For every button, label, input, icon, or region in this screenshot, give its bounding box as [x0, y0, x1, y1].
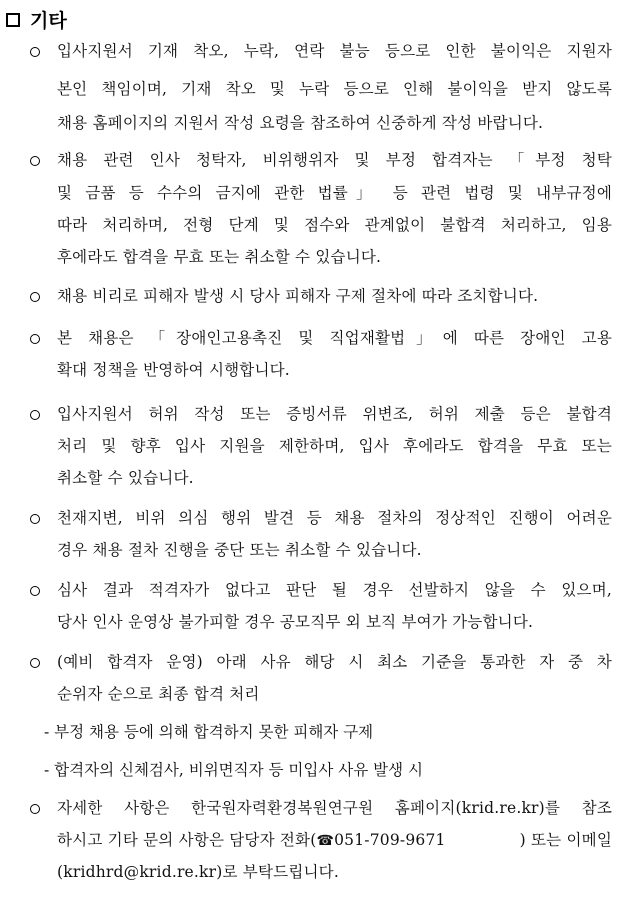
contact-line — [57, 830, 612, 851]
item-line: 확대 정책을 반영하여 시행합니다. — [57, 361, 290, 379]
telephone-icon: ☎ — [316, 833, 335, 849]
item-line: 채용 홈페이지의 지원서 작성 요령을 참조하여 신중하게 작성 바랍니다. — [57, 114, 544, 132]
contact-prefix-wrap — [57, 830, 446, 851]
bullet-icon — [30, 804, 40, 814]
item-line: 따라 처리하며, 전형 단계 및 점수와 관계없이 불합격 처리하고, 임용 — [57, 216, 612, 234]
item-line: 취소할 수 있습니다. — [57, 469, 194, 487]
item-line: 후에라도 합격을 무효 또는 취소할 수 있습니다. — [57, 248, 382, 266]
bullet-icon — [30, 47, 40, 57]
item-line: 본인 책임이며, 기재 착오 및 누락 등으로 인해 불이익을 받지 않도록 — [57, 80, 612, 98]
bullet-icon — [30, 156, 40, 166]
phone-number[interactable]: 051-709-9671 — [334, 831, 446, 849]
section-title — [6, 6, 67, 33]
item-line: 경우 채용 절차 진행을 중단 또는 취소할 수 있습니다. — [57, 541, 422, 559]
item-line: 자세한 사항은 한국원자력환경복원연구원 홈페이지(krid.re.kr)를 참조 — [57, 799, 612, 817]
bullet-icon — [30, 586, 40, 596]
item-line: 채용 비리로 피해자 발생 시 당사 피해자 구제 절차에 따라 조치합니다. — [57, 287, 539, 305]
item-line: 입사지원서 기재 착오, 누락, 연락 불능 등으로 인한 불이익은 지원자 — [57, 42, 612, 60]
item-line: 순위자 순으로 최종 합격 처리 — [57, 685, 260, 703]
contact-suffix: ) 또는 이메일 — [519, 831, 612, 849]
item-line: 및 금품 등 수수의 금지에 관한 법률」 등 관련 법령 및 내부규정에 — [57, 184, 612, 202]
bullet-icon — [30, 514, 40, 524]
sub-list-item: - 부정 채용 등에 의해 합격하지 못한 피해자 구제 — [44, 723, 374, 741]
bullet-icon — [30, 292, 40, 302]
bullet-icon — [30, 334, 40, 344]
sub-list-item: - 합격자의 신체검사, 비위면직자 등 미입사 사유 발생 시 — [44, 761, 423, 779]
contact-prefix: 하시고 기타 문의 사항은 담당자 전화( — [57, 831, 317, 849]
item-line: 처리 및 향후 입사 지원을 제한하며, 입사 후에라도 합격을 무효 또는 — [57, 437, 612, 455]
item-line: 심사 결과 적격자가 없다고 판단 될 경우 선발하지 않을 수 있으며, — [57, 581, 612, 599]
bullet-icon — [30, 658, 40, 668]
section-title-text: 기타 — [30, 10, 67, 32]
item-line: 천재지변, 비위 의심 행위 발견 등 채용 절차의 정상적인 진행이 어려운 — [57, 509, 612, 527]
item-line: (예비 합격자 운영) 아래 사유 해당 시 최소 기준을 통과한 자 중 차 — [57, 653, 612, 671]
checkbox-icon — [6, 13, 20, 27]
item-line: 채용 관련 인사 청탁자, 비위행위자 및 부정 합격자는 「부정 청탁 — [57, 151, 612, 169]
item-line: 입사지원서 허위 작성 또는 증빙서류 위변조, 허위 제출 등은 불합격 — [57, 405, 612, 423]
item-line: 당사 인사 운영상 불가피할 경우 공모직무 외 보직 부여가 가능합니다. — [57, 613, 534, 631]
item-line: 본 채용은 「장애인고용촉진 및 직업재활법」에 따른 장애인 고용 — [57, 329, 612, 347]
email-line[interactable]: (kridhrd@krid.re.kr)로 부탁드립니다. — [57, 863, 339, 881]
bullet-icon — [30, 410, 40, 420]
